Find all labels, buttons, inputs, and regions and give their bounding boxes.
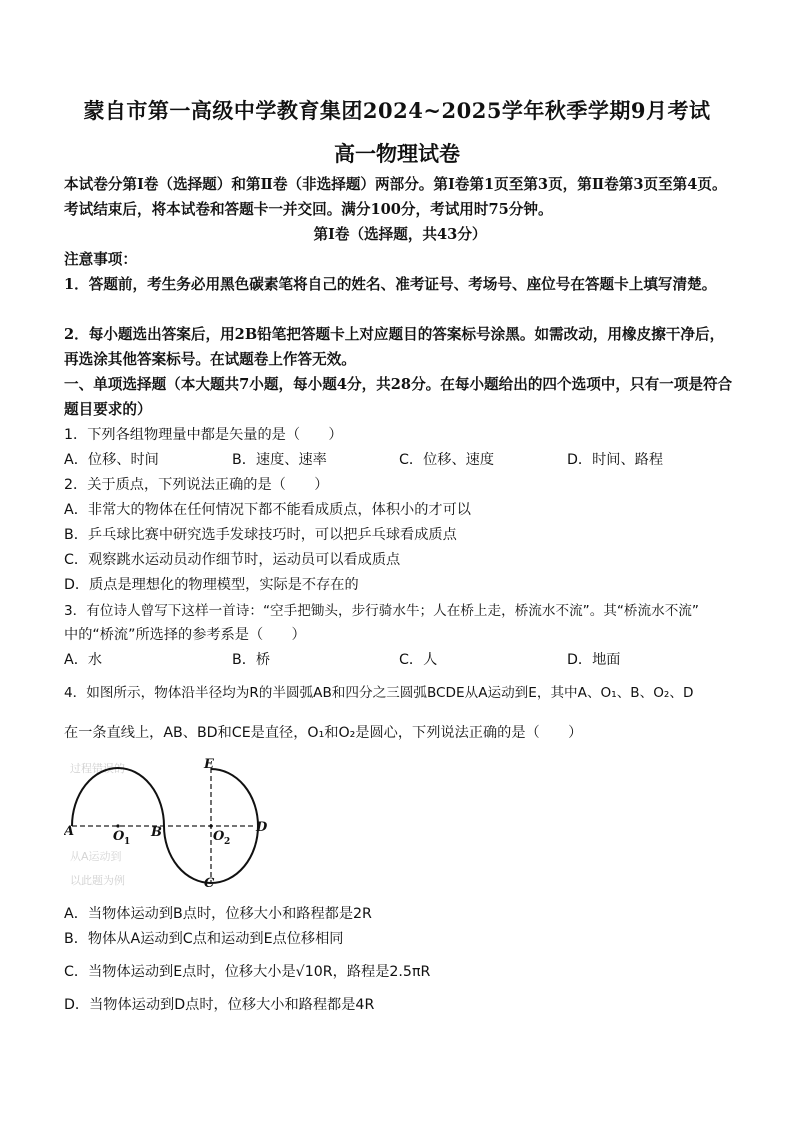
q3-option-d: D．地面 <box>567 652 621 668</box>
fig-label-o2-sub: 2 <box>224 837 231 847</box>
fig-label-b: B <box>151 825 162 840</box>
q2-option-a: A．非常大的物体在任何情况下都不能看成质点，体积小的才可以 <box>64 502 471 518</box>
section-title: 第Ⅰ卷（选择题，共43分） <box>313 226 487 243</box>
notice-item-1: 1．答题前，考生务必用黑色碳素笔将自己的姓名、准考证号、考场号、座位号在答题卡上填写清楚。 <box>64 276 717 293</box>
fig-label-o1-sub: 1 <box>124 837 131 847</box>
q2-stem: 2．关于质点，下列说法正确的是（ ） <box>64 477 329 493</box>
svg-text:以此题为例: 以此题为例 <box>70 874 125 887</box>
notice-item-2: 2．每小题选出答案后，用2B铅笔把答题卡上对应题目的答案标号涂黑。如需改动，用橡皮擦干净后，再选涂其他答案标号。在试题卷上作答无效。 <box>64 326 725 368</box>
exam-intro: 本试卷分第Ⅰ卷（选择题）和第Ⅱ卷（非选择题）两部分。第Ⅰ卷第1页至第3页，第Ⅱ卷第3页至第4页。考试结束后，将本试卷和答题卡一并交回。满分100分，考试用时75分钟。 <box>64 176 727 218</box>
svg-text:过程错误的: 过程错误的 <box>70 762 125 775</box>
q1-option-b: B．速度、速率 <box>232 452 327 468</box>
q4-option-d: D．当物体运动到D点时，位移大小和路程都是4R <box>64 997 375 1013</box>
fig-label-c: C <box>204 876 215 890</box>
exam-subtitle: 高一物理试卷 <box>334 141 460 166</box>
fig-label-d: D <box>256 820 268 835</box>
part-one-heading: 一、单项选择题（本大题共7小题，每小题4分，共28分。在每小题给出的四个选项中，只有一项是符合题目要求的） <box>64 376 733 418</box>
q4-stem-line1: 4．如图所示，物体沿半径均为R的半圆弧AB和四分之三圆弧BCDE从A运动到E，其中A、O₁、B、O₂、D <box>64 685 694 701</box>
q4-stem-line2: 在一条直线上，AB、BD和CE是直径，O₁和O₂是圆心，下列说法正确的是（ ） <box>64 725 583 741</box>
fig-label-e: E <box>204 758 214 772</box>
fig-label-o1: O <box>113 829 125 844</box>
notice-heading: 注意事项： <box>64 251 137 268</box>
q3-option-a: A．水 <box>64 652 103 668</box>
q1-option-c: C．位移、速度 <box>399 452 495 468</box>
svg-text:从A运动到: 从A运动到 <box>70 850 122 863</box>
fig-label-o2: O <box>213 829 225 844</box>
q4-option-c: C．当物体运动到E点时，位移大小是√10R，路程是2.5πR <box>64 964 431 980</box>
fig-label-a: A <box>64 824 75 839</box>
q3-option-c: C．人 <box>399 652 438 668</box>
q4-arc-figure <box>64 758 274 890</box>
q4-option-a: A．当物体运动到B点时，位移大小和路程都是2R <box>64 906 372 922</box>
q1-option-d: D．时间、路程 <box>567 452 664 468</box>
q4-option-b: B．物体从A运动到C点和运动到E点位移相同 <box>64 931 344 947</box>
q2-option-b: B．乒乓球比赛中研究选手发球技巧时，可以把乒乓球看成质点 <box>64 527 457 543</box>
exam-title: 蒙自市第一高级中学教育集团2024~2025学年秋季学期9月考试 <box>83 98 711 123</box>
q1-option-a: A．位移、时间 <box>64 452 159 468</box>
q1-stem: 1．下列各组物理量中都是矢量的是（ ） <box>64 427 343 443</box>
q3-stem-line1: 3．有位诗人曾写下这样一首诗：“空手把锄头，步行骑水牛；人在桥上走，桥流水不流”。其“桥流水不流” <box>64 603 699 619</box>
q2-option-c: C．观察跳水运动员动作细节时，运动员可以看成质点 <box>64 552 401 568</box>
q3-stem-line2: 中的“桥流”所选择的参考系是（ ） <box>64 627 306 643</box>
q2-option-d: D．质点是理想化的物理模型，实际是不存在的 <box>64 577 359 593</box>
q3-option-b: B．桥 <box>232 652 271 668</box>
